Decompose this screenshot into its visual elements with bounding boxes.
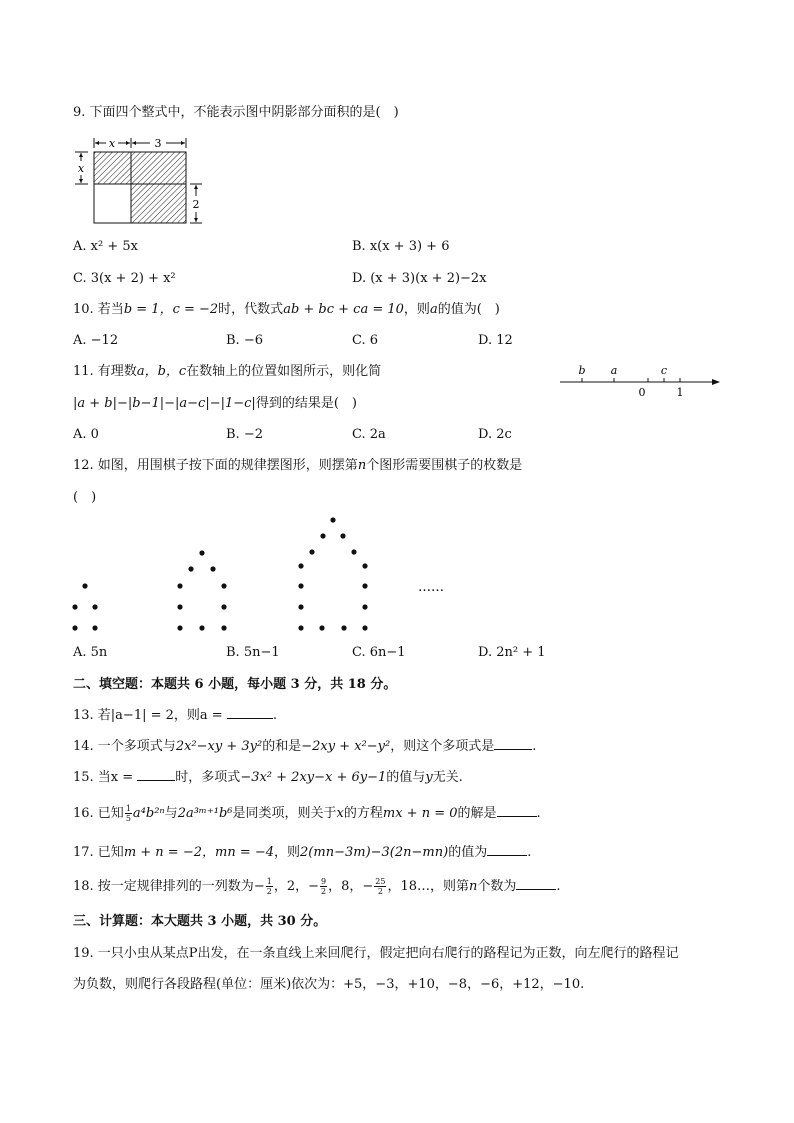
q14: 14. 一个多项式与2x²−xy + 3y²的和是−2xy + x²−y²，则这个多项式是 . bbox=[73, 739, 537, 754]
label-x-left: x bbox=[77, 162, 85, 175]
label-two: 2 bbox=[192, 198, 200, 211]
q9-option-b: B. x(x + 3) + 6 bbox=[352, 239, 450, 254]
q16-blank bbox=[497, 804, 537, 817]
q9-shaded-figure bbox=[70, 132, 220, 232]
axis-label-zero: 0 bbox=[638, 386, 646, 399]
q18-blank bbox=[516, 877, 556, 890]
q13: 13. 若|a−1| = 2，则a = . bbox=[73, 708, 277, 723]
label-three: 3 bbox=[154, 137, 162, 150]
label-x-top: x bbox=[108, 137, 116, 150]
q10-option-a: A. −12 bbox=[73, 333, 119, 348]
axis-label-b: b bbox=[578, 364, 586, 377]
q12-ellipsis: …… bbox=[418, 580, 444, 595]
q10-option-b: B. −6 bbox=[226, 333, 263, 348]
q17: 17. 已知m + n = −2，mn = −4，则2(mn−3m)−3(2n−mn)的值为 . bbox=[73, 845, 532, 860]
q12-paren: ( ) bbox=[73, 490, 97, 505]
q11-stem: 11. 有理数a，b，c在数轴上的位置如图所示，则化简 bbox=[73, 364, 382, 379]
axis-label-a: a bbox=[610, 364, 618, 377]
q18: 18. 按一定规律排列的一列数为− $\frac{1}{2}$ ，2，− $\frac{9}{2}$ ，8，− $\frac{25}{2}$ ，18…，则第n个数为 . bbox=[73, 877, 561, 896]
q16-fraction: $\frac{1}{5}$ bbox=[125, 804, 131, 823]
q19-line2: 为负数，则爬行各段路程(单位：厘米)依次为：+5，−3，+10，−8，−6，+12，−10. bbox=[73, 977, 585, 992]
section-calc-heading: 三、计算题：本大题共 3 小题，共 30 分。 bbox=[73, 914, 327, 929]
q11-option-a: A. 0 bbox=[73, 427, 99, 442]
q17-blank bbox=[487, 843, 527, 856]
q9-stem: 9. 下面四个整式中，不能表示图中阴影部分面积的是( ) bbox=[73, 105, 399, 120]
q10-option-c: C. 6 bbox=[352, 333, 379, 348]
q11-option-b: B. −2 bbox=[226, 427, 263, 442]
q9-option-d: D. (x + 3)(x + 2)−2x bbox=[352, 271, 487, 286]
q10-stem: 10. 若当b = 1，c = −2时，代数式ab + bc + ca = 10，则a的值为( ) bbox=[73, 302, 500, 317]
shaded-bottom-right bbox=[131, 184, 186, 223]
axis-label-one: 1 bbox=[676, 386, 684, 399]
q9-option-a: A. x² + 5x bbox=[73, 239, 138, 254]
q10-option-d: D. 12 bbox=[478, 333, 513, 348]
q19-line1: 19. 一只小虫从某点P出发，在一条直线上来回爬行，假定把向右爬行的路程记为正数，向左爬行的路程记 bbox=[73, 946, 679, 961]
q16: 16. 已知 $\frac{1}{5}$ a⁴b²ⁿ与2a³ᵐ⁺¹b⁶是同类项，则关于x的方程mx + n = 0的解是 . bbox=[73, 804, 541, 823]
shaded-top bbox=[94, 152, 186, 184]
q13-blank bbox=[227, 706, 273, 719]
q11-option-d: D. 2c bbox=[478, 427, 512, 442]
q11-number-line bbox=[556, 362, 726, 402]
q9-option-c: C. 3(x + 2) + x² bbox=[73, 271, 176, 286]
section-fill-in-heading: 二、填空题：本题共 6 小题，每小题 3 分，共 18 分。 bbox=[73, 677, 397, 692]
q15-blank bbox=[137, 768, 175, 781]
q12-stem: 12. 如图，用围棋子按下面的规律摆图形，则摆第n个图形需要围棋子的枚数是 bbox=[73, 458, 523, 473]
q14-blank bbox=[494, 737, 532, 750]
q11-stem-line2: |a + b|−|b−1|−|a−c|−|1−c|得到的结果是( ) bbox=[73, 396, 357, 411]
q12-option-c: C. 6n−1 bbox=[352, 645, 406, 660]
q15: 15. 当x = 时，多项式−3x² + 2xy−x + 6y−1的值与y无关. bbox=[73, 770, 463, 785]
q12-option-a: A. 5n bbox=[73, 645, 108, 660]
axis-label-c: c bbox=[660, 364, 668, 377]
q12-option-d: D. 2n² + 1 bbox=[478, 645, 546, 660]
q12-option-b: B. 5n−1 bbox=[226, 645, 280, 660]
q12-stone-patterns bbox=[60, 510, 480, 640]
q11-option-c: C. 2a bbox=[352, 427, 386, 442]
